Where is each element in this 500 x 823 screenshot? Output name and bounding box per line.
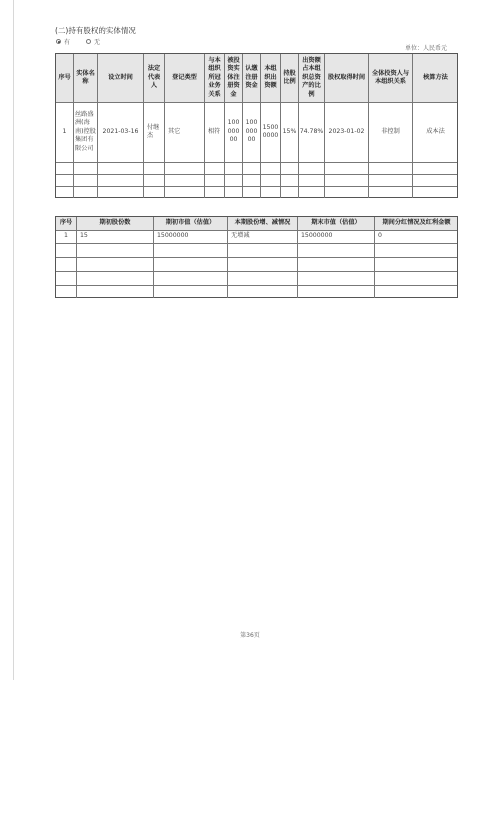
table-row bbox=[56, 186, 457, 198]
table-cell: 15000000 bbox=[298, 230, 375, 243]
table-cell: 2021-03-16 bbox=[98, 102, 144, 162]
radio-no[interactable] bbox=[86, 39, 91, 44]
table-row bbox=[56, 285, 457, 298]
radio-yes[interactable] bbox=[56, 39, 61, 44]
table-cell: 成本法 bbox=[426, 127, 445, 135]
header-cell: 登记类型 bbox=[165, 54, 205, 102]
table-cell: 10000000 bbox=[243, 102, 261, 162]
header-cell: 被投资实体注册资金 bbox=[225, 54, 243, 102]
table-cell: 1 bbox=[56, 102, 74, 162]
header-cell: 认缴注册资金 bbox=[243, 54, 261, 102]
table-cell: 非控制 bbox=[369, 102, 413, 162]
header-cell: 全体投资人与本组织关系 bbox=[369, 54, 413, 102]
table-cell: 丝路盛洲(海南)控股集团有限公司 bbox=[74, 102, 98, 162]
table-header bbox=[56, 54, 457, 102]
table-row bbox=[56, 230, 457, 243]
table-row bbox=[56, 271, 457, 285]
table-row bbox=[56, 102, 457, 162]
table-row bbox=[56, 174, 457, 186]
table-row bbox=[56, 243, 457, 257]
table-row bbox=[56, 257, 457, 271]
equity-entity-table bbox=[55, 53, 458, 198]
header-cell: 股权取得时间 bbox=[325, 54, 369, 102]
table-cell: 付继杰 bbox=[144, 102, 165, 162]
header-cell: 出资额占本组织总资产的比例 bbox=[299, 54, 325, 102]
header-cell: 本组织出资额 bbox=[261, 54, 281, 102]
header-cell: 期初股份数 bbox=[77, 217, 154, 230]
table-header bbox=[56, 217, 457, 230]
holding-radio-group bbox=[56, 37, 100, 46]
currency-unit: 单位：人民币元 bbox=[405, 45, 448, 52]
radio-no-label: 无 bbox=[94, 39, 101, 46]
header-cell: 期末市值（估值） bbox=[298, 217, 375, 230]
header-cell: 核算方法 bbox=[423, 73, 448, 81]
table-cell: 相符 bbox=[205, 102, 225, 162]
equity-change-table bbox=[55, 216, 458, 298]
table-cell: 10000000 bbox=[225, 102, 243, 162]
table-cell: 0 bbox=[378, 232, 382, 240]
scan-edge bbox=[13, 0, 14, 680]
header-cell: 实体名称 bbox=[74, 54, 98, 102]
page-number: 第36页 bbox=[240, 632, 260, 639]
table-cell: 1 bbox=[56, 230, 77, 243]
header-cell: 本期股份增、减情况 bbox=[228, 217, 298, 230]
table-cell: 74.78% bbox=[299, 102, 325, 162]
table-cell: 其它 bbox=[165, 102, 205, 162]
table-cell: 无增减 bbox=[228, 230, 298, 243]
header-cell: 与本组织所冠业务关系 bbox=[205, 54, 225, 102]
header-cell: 设立时间 bbox=[98, 54, 144, 102]
header-cell: 法定代表人 bbox=[144, 54, 165, 102]
table-cell: 15000000 bbox=[154, 230, 228, 243]
section-title: (二)持有股权的实体情况 bbox=[55, 26, 136, 35]
header-cell: 序号 bbox=[56, 217, 77, 230]
table-cell: 2023-01-02 bbox=[325, 102, 369, 162]
header-cell: 序号 bbox=[56, 54, 74, 102]
radio-yes-label: 有 bbox=[64, 39, 71, 46]
table-cell: 15 bbox=[77, 230, 154, 243]
header-cell: 期初市值（估值） bbox=[154, 217, 228, 230]
table-row bbox=[56, 162, 457, 174]
table-cell: 15% bbox=[281, 102, 299, 162]
header-cell: 期间分红情况及红利金额 bbox=[382, 219, 451, 227]
table-cell: 15000000 bbox=[261, 102, 281, 162]
header-cell: 持股比例 bbox=[281, 54, 299, 102]
